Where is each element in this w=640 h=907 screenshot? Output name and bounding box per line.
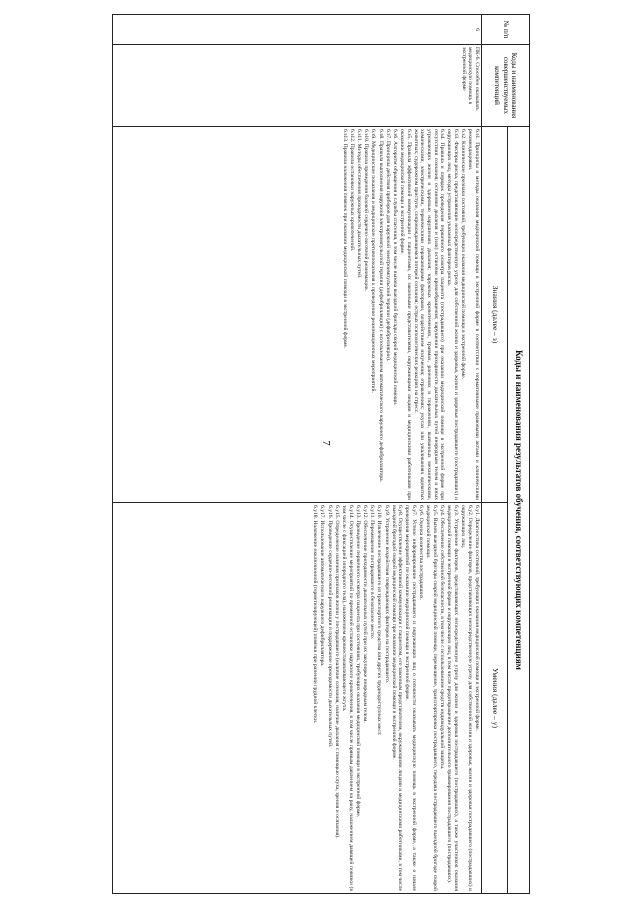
- skill-item: 6.у10. Извлечение пострадавшего из транспортного средства или других труднодоступных мест.: [376, 505, 383, 736]
- skill-item: 6.у7. Устное информирование пострадавшего и окружающих лиц о готовности оказывать медицинскую помощь в экстренной форме, а также о начале проведения мероприятий по оказанию медицинской помощи в экстренной форме.: [404, 505, 418, 891]
- skill-item: 6.у13. Проведение первичного осмотра пациента при состояниях, требующих оказания медицинской помощи в экстренной форме.: [354, 505, 361, 818]
- page-number: 7: [319, 440, 332, 446]
- knowledge-list: [341, 129, 480, 500]
- skill-item: 6.у15. Определение наличия признаков жизни у пострадавшего (наличие сознания, наличие дыхания с помощью слуха, зрения и осязания).: [333, 505, 340, 839]
- skill-item: 6.у5. Вызов выездной бригады скорой медицинской помощи, перемещение, транспортировка пострадавшего, передача пострадавшего выездной бригаде скорой медицинской помощи.: [425, 505, 439, 891]
- skill-item: 6.у6. Оценка количества пострадавших.: [418, 505, 425, 601]
- knowledge-item: 6.з9. Медицинские показания и медицинские противопоказания к проведению реанимационных мероприятий.: [370, 129, 377, 393]
- skills-cell: [113, 503, 482, 894]
- skill-item: 6.у14. Осуществление мероприятий по временной остановке наружного кровотечения, в том числе прямым давлением на рану, наложением давящей повязки (в том числе с фиксацией инородного тела), наложением кровоостанавливающего жгута.: [341, 505, 354, 891]
- knowledge-item: 6.з6. Алгоритм обращения в службы спасения, в том числе вызова выездной бригады скорой медицинской помощи.: [391, 129, 398, 406]
- skill-item: 6.у1. Диагностика состояний, требующих оказания медицинской помощи в экстренной форме.: [474, 505, 480, 731]
- skill-item: 6.у8. Осуществление эффективной коммуникации с пациентом, его законным представителем, окружающими лицами и медицинскими работниками, в том числе выездной бригадой скорой медицинской помощи при оказании медицинской помощи в экстренной форме.: [390, 505, 404, 891]
- skill-item: 6.у12. Обеспечение проходимости дыхательных путей при их закупорке инородным телом.: [361, 505, 368, 723]
- competency-table: [112, 14, 530, 894]
- knowledge-item: 6.з8. Правила выполнения наружной электроимпульсной терапии (дефибрилляции) с использованием автоматического наружного дефибриллятора.: [377, 129, 384, 483]
- header-num: № п/п: [482, 15, 530, 45]
- skills-list: [312, 505, 480, 891]
- knowledge-item: 6.з13. Правила наложения повязок при оказании медицинской помощи в экстренной форме.: [341, 129, 348, 349]
- knowledge-item: 6.з5. Правила эффективной коммуникации с пациентами, их законными представителями, окружающими лицами и медицинскими работниками при оказании медицинской помощи в экстренной форме.: [399, 129, 412, 500]
- skill-item: 6.у4. Обеспечение собственной безопасности, в том числе с использованием средств индивидуальной защиты.: [439, 505, 446, 770]
- knowledge-cell: [113, 127, 482, 503]
- knowledge-item: 6.з12. Правила остановки наружных кровотечений.: [348, 129, 355, 252]
- knowledge-item: 6.з2. Клинические признаки состояний, требующих оказания медицинской помощи в экстренной форме.: [460, 129, 467, 379]
- skill-item: 6.у9. Устранение воздействия повреждающих факторов на пострадавшего.: [383, 505, 390, 684]
- header-code: Коды и наименования совершенствуемых компетенций: [482, 45, 530, 127]
- header-knowledge: Знания (далее – з): [482, 127, 508, 503]
- skill-item: 6.у2. Определение факторов, представляющих непосредственную угрозу для собственной жизни и здоровья, жизни и здоровья пострадавшего (пострадавших) и окружающих лиц.: [460, 505, 473, 891]
- knowledge-item: 6.з7. Принципы действия приборов для наружной электроимпульсной терапии (дефибрилляции).: [384, 129, 391, 362]
- knowledge-item: 6.з3. Факторы риска, представляющие непосредственную угрозу для собственной жизни и здоровья, жизни и здоровья пострадавшего (пострадавших) и окружающих лиц, методы устранения указанных факторов риска.: [446, 129, 460, 500]
- skill-item: 6.у11. Перемещение пострадавшего в безопасное место.: [369, 505, 376, 640]
- row-code: ПК-6. Способен оказывать медицинскую помощь в экстренной форме: [113, 45, 482, 127]
- skill-item: 6.у16. Проведение сердечно-легочной реанимации и поддержание проходимости дыхательных путей.: [326, 505, 333, 748]
- knowledge-item: 6.з11. Методы обеспечения проходимости дыхательных путей.: [355, 129, 362, 279]
- skill-item: 6.у3. Устранение факторов, представляющих непосредственную угрозу для жизни и здоровья пострадавшего (пострадавших), а также участников оказания медицинской помощи в экстренной форме и окружающих лиц, в том числе предотвращение дополнительного травмирования пострадавшего (пострадавших).: [446, 505, 460, 891]
- header-results: Коды и наименования результатов обучения, соответствующих компетенциям: [508, 127, 530, 894]
- knowledge-item: 6.з1. Принципы и методы оказания медицинской помощи в экстренной форме в соответствии с нормативными правовыми актами и клиническими рекомендациями.: [467, 129, 480, 500]
- row-num: 6: [113, 15, 482, 45]
- skill-item: 6.у18. Наложение окклюзионной (герметизирующей) повязки при ранении грудной клетки.: [312, 505, 319, 724]
- knowledge-item: 6.з4. Правила и порядок проведения первичного осмотра пациента (пострадавшего) при оказании медицинской помощи в экстренной форме при отсутствии сознания; остановке дыхания и (или) остановке кровообращения; нарушении проходимости дыхательных путей инородным телом и иных угрожающих жизни и здоровью нарушениях дыхания; наружных кровотечениях, травмах, ранениях и поражениях, вызванных механическими, химическими, электрическими, термическими поражающими факторами, воздействием излучения; отравлениях; укусах или ужаливаниях ядовитых животных; судорожном приступе, сопровождающемся потерей сознания; острых психологических реакциях на стресс.: [412, 129, 446, 500]
- header-skills: Умения (далее – у): [482, 503, 508, 894]
- knowledge-item: 6.з10. Правила проведения базовой сердечно-легочной реанимации.: [363, 129, 370, 292]
- skill-item: 6.у17. Использование автоматического наружного дефибриллятора.: [319, 505, 326, 667]
